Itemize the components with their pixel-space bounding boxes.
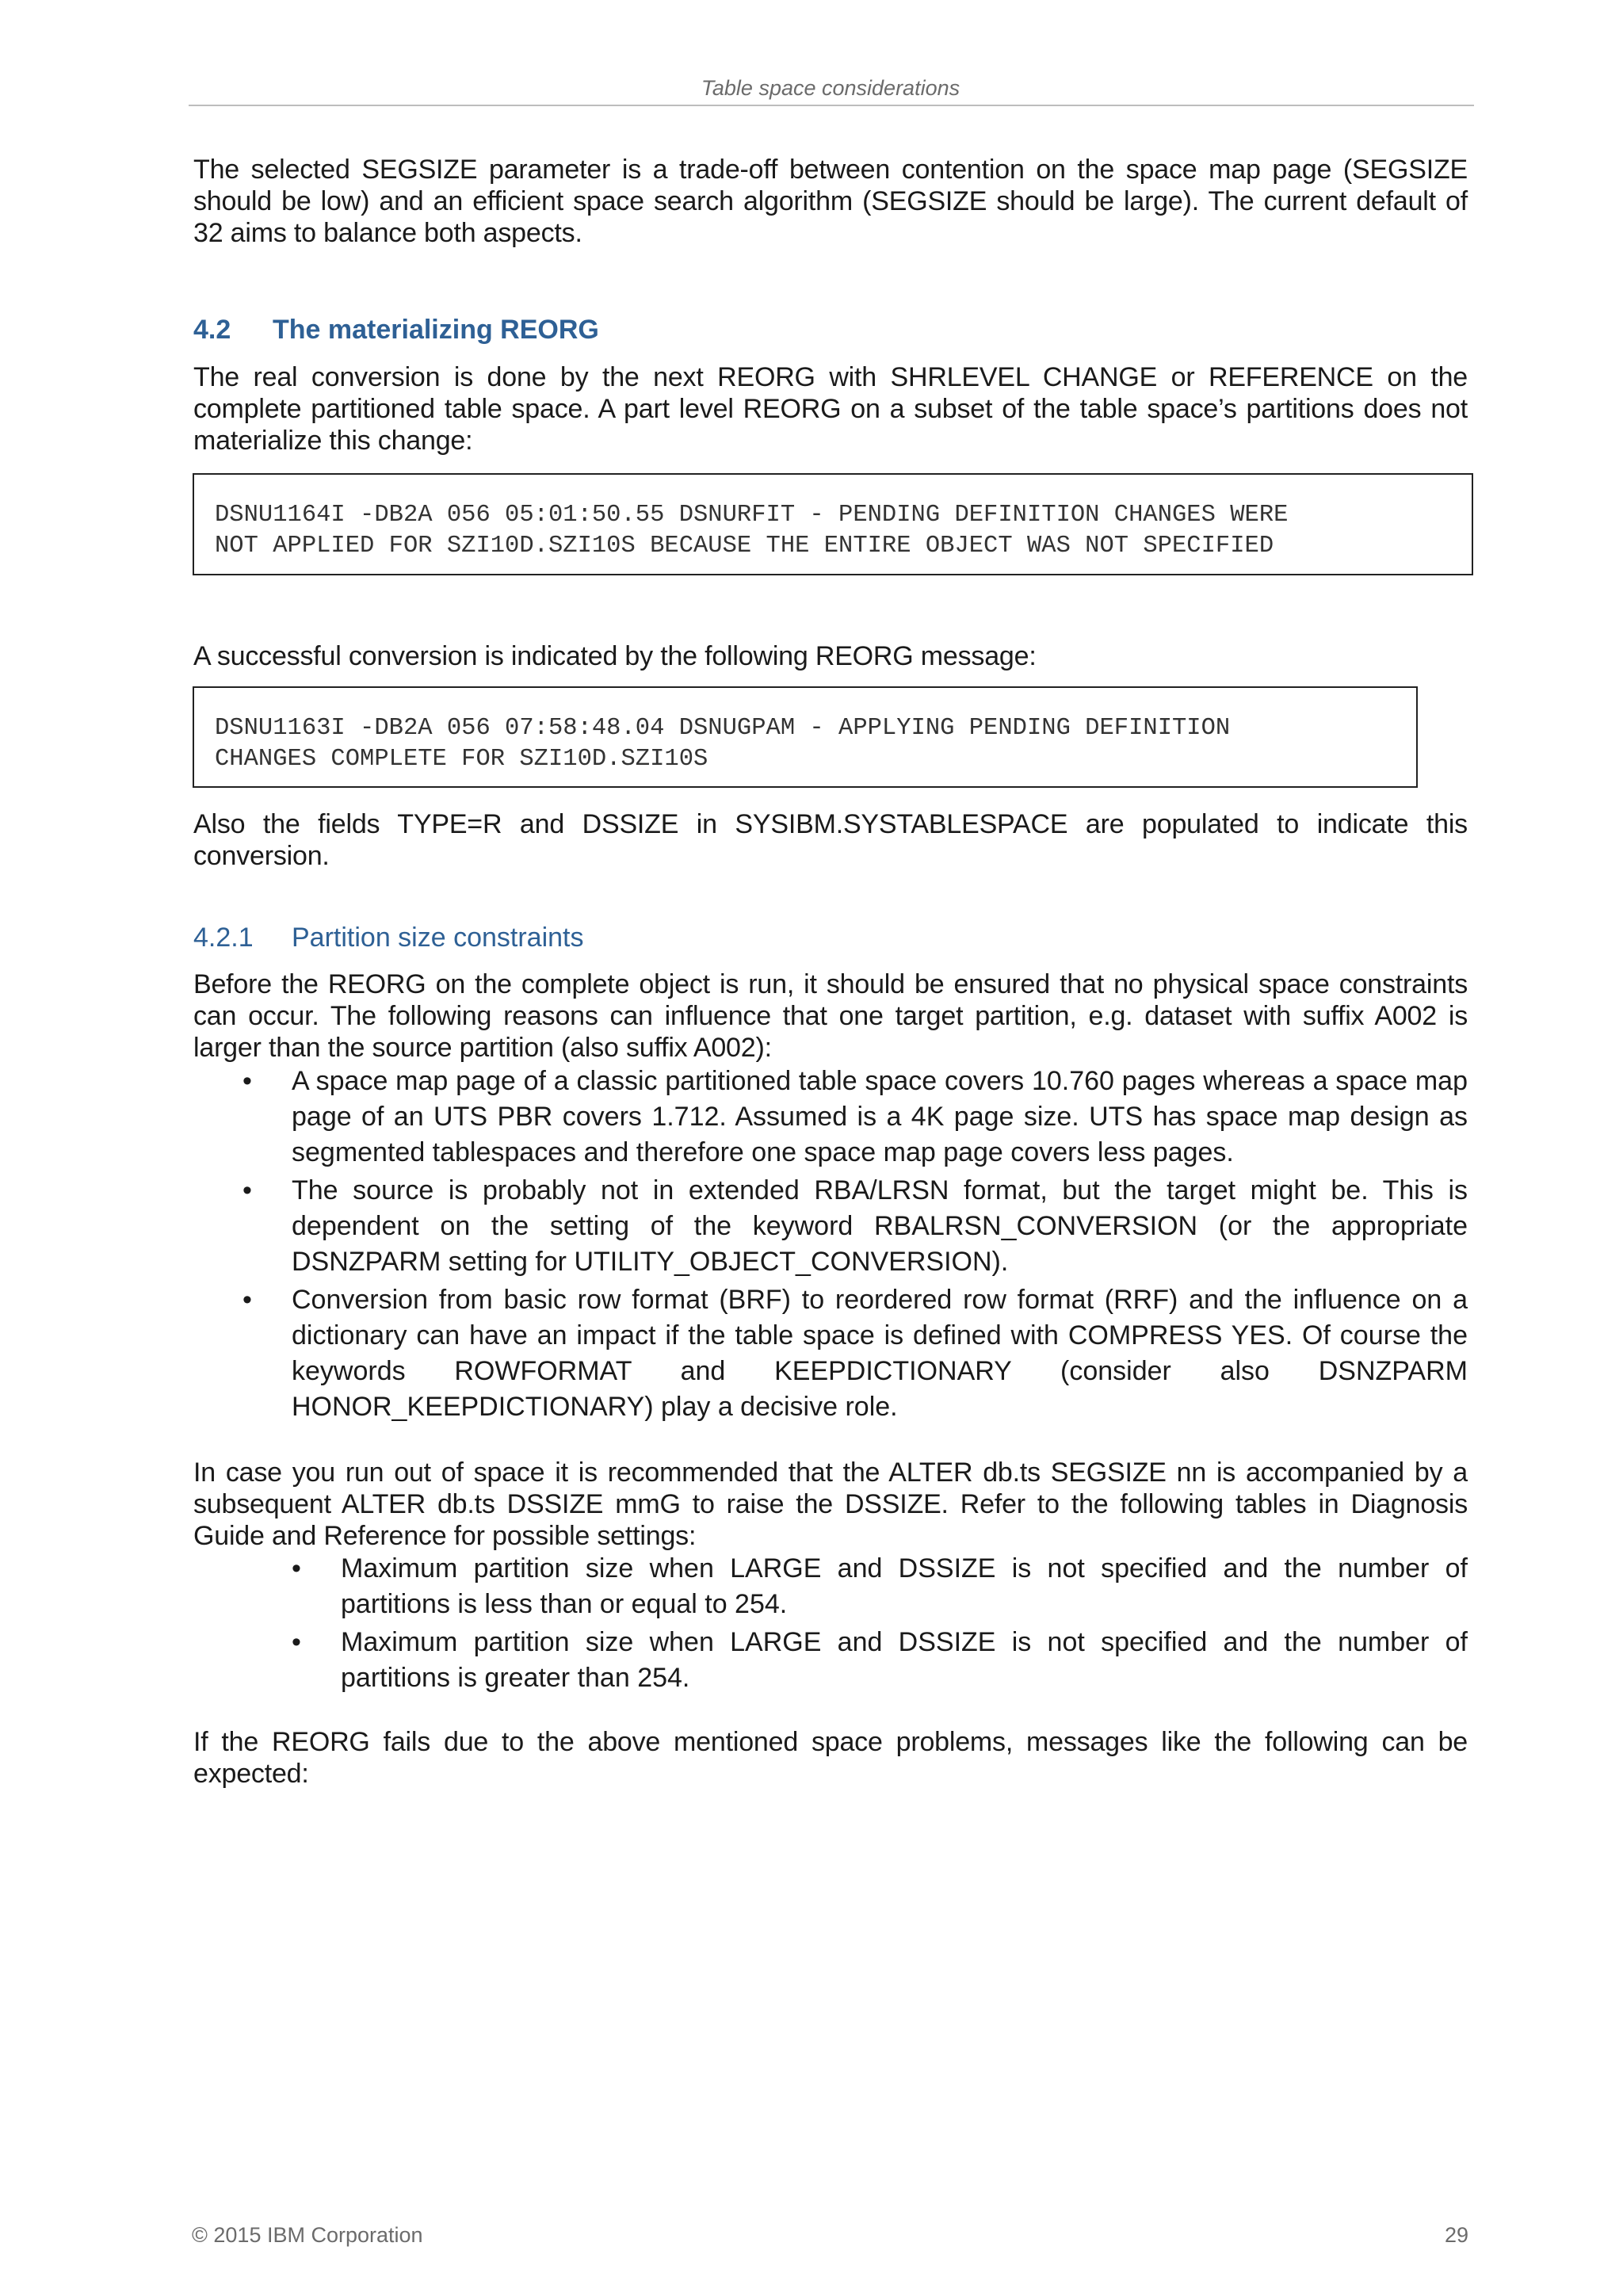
reasons-list <box>242 1064 1468 1428</box>
list-item: • The source is probably not in extended RBA/LRSN format, but the target might be. This is dependent on the setting of the keyword RBALRSN_CONVERSION (or the appropriate DSNZPARM setting for UTILITY_OBJECT_CONVERSION). <box>242 1175 1468 1277</box>
intro-paragraph: The selected SEGSIZE parameter is a trade-off between contention on the space map page (SEGSIZE should be low) and an efficient space search algorithm (SEGSIZE should be large). The current default of 32 aims to balance both aspects. <box>193 155 1468 248</box>
code-line: DSNU1164I -DB2A 056 05:01:50.55 DSNURFIT - PENDING DEFINITION CHANGES WERE <box>215 502 1289 529</box>
list-item: • Maximum partition size when LARGE and DSSIZE is not specified and the number of partitions is greater than 254. <box>292 1627 1468 1693</box>
running-header: Table space considerations <box>701 76 960 100</box>
header-divider <box>189 105 1474 106</box>
final-paragraph: If the REORG fails due to the above mentioned space problems, messages like the following can be expected: <box>193 1727 1468 1789</box>
space-paragraph: In case you run out of space it is recommended that the ALTER db.ts SEGSIZE nn is accompanied by a subsequent ALTER db.ts DSSIZE mmG to raise the DSSIZE. Refer to the following tables in Diagnosis Guide and Reference for possible settings: <box>193 1457 1468 1551</box>
section-4-2-1-paragraph: Before the REORG on the complete object is run, it should be ensured that no physical space constraints can occur. The following reasons can influence that one target partition, e.g. dataset with suffix A002 is larger than the source partition (also suffix A002): <box>193 969 1468 1063</box>
code-line: DSNU1163I -DB2A 056 07:58:48.04 DSNUGPAM - APPLYING PENDING DEFINITION <box>215 715 1231 742</box>
list-item: • A space map page of a classic partitioned table space covers 10.760 pages whereas a space map page of an UTS PBR covers 1.712. Assumed is a 4K page size. UTS has space map design as segmented tablespaces and therefore one space map page covers less pages. <box>242 1066 1468 1167</box>
subsection-number: 4.2.1 <box>193 923 254 953</box>
code-block-complete <box>193 686 1418 788</box>
footer-copyright: © 2015 IBM Corporation <box>192 2223 423 2247</box>
code-line: CHANGES COMPLETE FOR SZI10D.SZI10S <box>215 746 708 773</box>
subsection-title: Partition size constraints <box>292 923 584 953</box>
final-note <box>193 1726 1468 1790</box>
footer-page-number: 29 <box>1444 2223 1468 2247</box>
section-4-2-paragraph: The real conversion is done by the next REORG with SHRLEVEL CHANGE or REFERENCE on the complete partitioned table space. A part level REORG on a subset of the table space’s partitions does not materialize this change: <box>193 362 1468 456</box>
section-4-2-body <box>193 361 1468 457</box>
code-line: NOT APPLIED FOR SZI10D.SZI10S BECAUSE THE ENTIRE OBJECT WAS NOT SPECIFIED <box>215 533 1274 560</box>
also-paragraph: Also the fields TYPE=R and DSSIZE in SYSIBM.SYSTABLESPACE are populated to indicate this conversion. <box>193 809 1468 871</box>
section-number: 4.2 <box>193 315 231 345</box>
success-note <box>193 640 1468 672</box>
code-block-not-applied <box>193 473 1473 575</box>
space-note <box>193 1457 1468 1552</box>
list-item: • Conversion from basic row format (BRF) to reordered row format (RRF) and the influence on a dictionary can have an impact if the table space is defined with COMPRESS YES. Of course the keywords ROWFORMAT and KEEPDICTIONARY (consider also DSNZPARM HONOR_KEEPDICTIONARY) play a decisive role. <box>242 1285 1468 1422</box>
tables-list <box>292 1551 1468 1699</box>
also-note <box>193 808 1468 872</box>
section-title: The materializing REORG <box>273 315 599 345</box>
section-4-2-heading <box>193 314 1468 346</box>
section-4-2-1-body <box>193 968 1468 1064</box>
section-4-2-1-heading <box>193 922 1468 953</box>
success-paragraph: A successful conversion is indicated by the following REORG message: <box>193 641 1037 671</box>
list-item: • Maximum partition size when LARGE and DSSIZE is not specified and the number of partitions is less than or equal to 254. <box>292 1553 1468 1619</box>
intro-section <box>193 154 1468 249</box>
